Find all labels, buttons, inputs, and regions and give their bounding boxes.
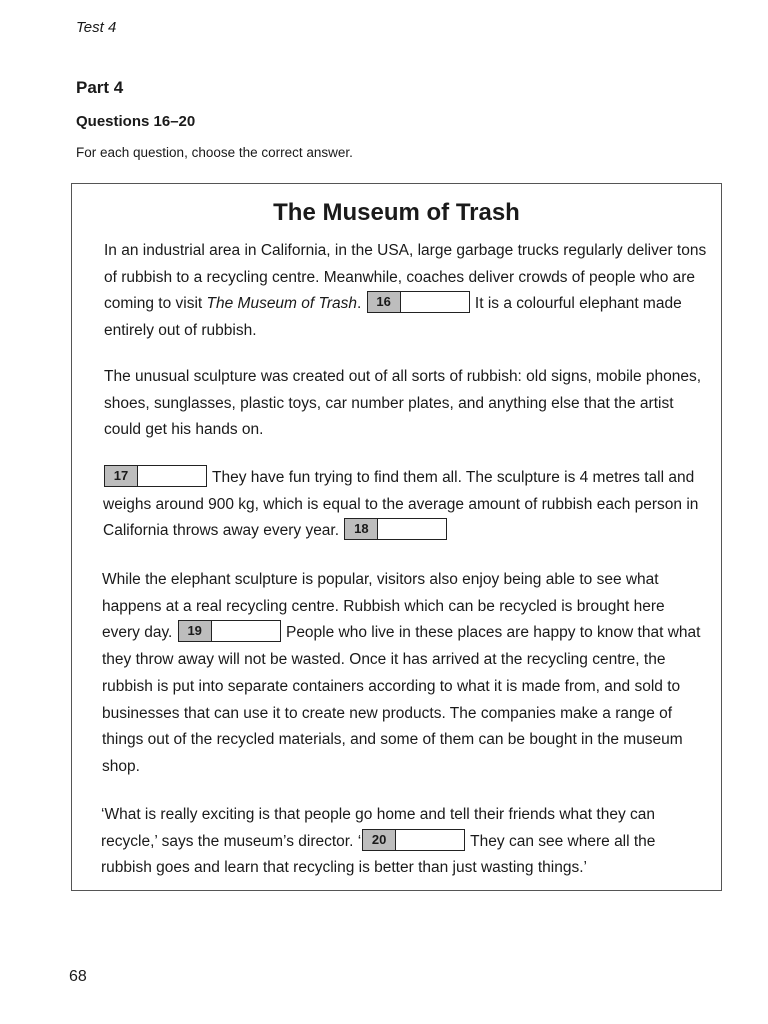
paragraph-3-text: They have fun trying to find them all. The sculpture is 4 metres tall and weighs around 900 kg, which is equal to the average amount of rubbish each person in California throws away every year.	[103, 469, 699, 540]
gap-number-18: 18	[345, 519, 378, 539]
paragraph-1-period: .	[356, 295, 362, 313]
paragraph-5	[101, 802, 705, 882]
answer-gap-20[interactable]	[362, 829, 465, 851]
paragraph-4-continuation: People who live in these places are happy to know that what they throw away will not be wasted. Once it has arrived at the recycling centre, the rubbish is put into separate containers according to what it is made from, and sold to businesses that can use it to create new products. The companies make a range of things out of the recycled materials, and some of them can be bought in the museum shop.	[102, 624, 701, 775]
paragraph-4-text: While the elephant sculpture is popular, visitors also enjoy being able to see what happens at a real recycling centre. Rubbish which can be recycled is brought here every day.	[102, 571, 665, 642]
gap-number-20: 20	[363, 830, 396, 850]
gap-number-17: 17	[105, 466, 138, 486]
answer-gap-18[interactable]	[344, 518, 447, 540]
part-title: Part 4	[76, 78, 124, 97]
paragraph-5-text: ‘What is really exciting is that people go home and tell their friends what they can recycle,’ says the museum’s director. ‘	[101, 806, 655, 850]
paragraph-1-continuation: It is a colourful elephant made entirely out of rubbish.	[104, 295, 682, 340]
paragraph-5-continuation: They can see where all the rubbish goes and learn that recycling is better than just wasting things.’	[101, 832, 656, 877]
page-number: 68	[69, 968, 87, 985]
questions-title: Questions 16–20	[76, 113, 196, 130]
article-box	[71, 183, 722, 891]
instruction-text: For each question, choose the correct answer.	[76, 145, 353, 160]
paragraph-3	[103, 465, 707, 545]
answer-gap-17[interactable]	[104, 465, 207, 487]
gap-number-16: 16	[368, 292, 401, 312]
paragraph-2: The unusual sculpture was created out of all sorts of rubbish: old signs, mobile phones, shoes, sunglasses, plastic toys, car number plates, and anything else that the artist could get his hands on.	[104, 368, 702, 439]
paragraph-4	[102, 567, 706, 781]
museum-name: The Museum of Trash	[206, 295, 357, 313]
answer-gap-19[interactable]	[178, 620, 281, 642]
paragraph-1-text: In an industrial area in California, in the USA, large garbage trucks regularly deliver tons of rubbish to a recycling centre. Meanwhile, coaches deliver crowds of people who are coming to visit	[104, 242, 707, 313]
running-head: Test 4	[76, 19, 117, 36]
answer-gap-16[interactable]	[367, 291, 470, 313]
gap-number-19: 19	[179, 621, 212, 641]
article-title: The Museum of Trash	[273, 199, 520, 226]
paragraph-1	[104, 238, 708, 345]
